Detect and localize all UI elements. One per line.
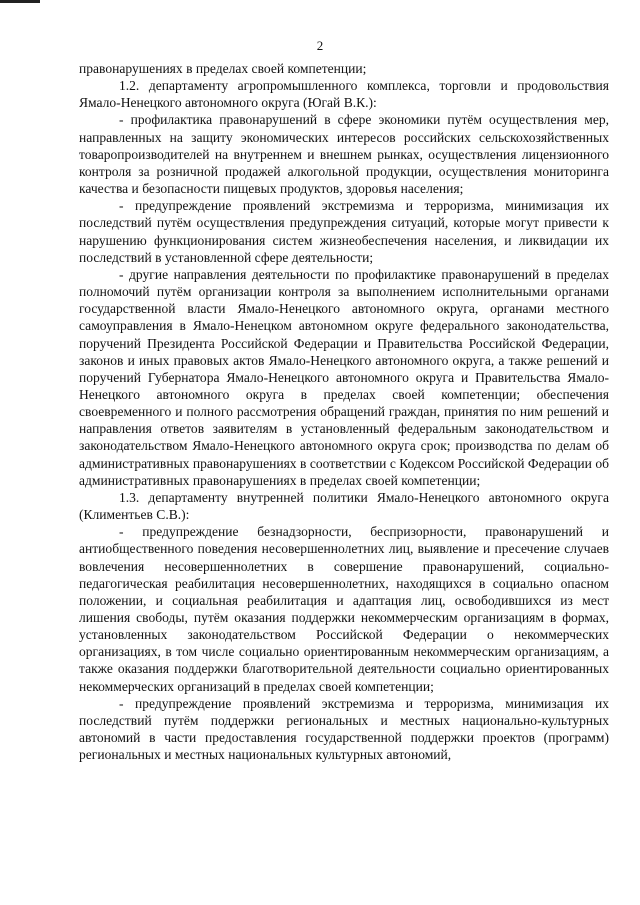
document-body	[79, 60, 609, 763]
scan-corner-mark	[0, 0, 40, 3]
paragraph-juvenile-prevention: - предупреждение безнадзорности, беспризорности, правонарушений и антиобщественного поведения несовершеннолетних лиц, выявление и пресечение случаев вовлечения несовершеннолетних в совершение правонарушений, социально-педагогическая реабилитация несовершеннолетних, находящихся в социально опасном положении, и социальная реабилитация и адаптация лиц, освободившихся из мест лишения свободы, путём оказания поддержки некоммерческим организациям в формах, установленных законодательством Российской Федерации о некоммерческих организациях, в том числе социально ориентированным некоммерческим организациям, а также оказания поддержки благотворительной деятельности социально ориентированных некоммерческих организаций в пределах своей компетенции;	[79, 524, 609, 694]
paragraph-item-1-2: 1.2. департаменту агропромышленного комплекса, торговли и продовольствия Ямало-Ненецкого автономного округа (Югай В.К.):	[79, 78, 609, 111]
paragraph-economy-prevention: - профилактика правонарушений в сфере экономики путём осуществления мер, направленных на защиту экономических интересов российских сельскохозяйственных товаропроизводителей на внутреннем и внешнем рынках, осуществления лицензионного контроля за розничной продажей алкогольной продукции, осуществления мониторинга качества и безопасности пищевых продуктов, здоровья населения;	[79, 112, 609, 197]
paragraph-item-1-3: 1.3. департаменту внутренней политики Ямало-Ненецкого автономного округа (Климентьев С.В.):	[79, 489, 609, 523]
page-number: 2	[316, 38, 324, 53]
paragraph-other-directions: - другие направления деятельности по профилактике правонарушений в пределах полномочий путём организации контроля за выполнением исполнительными органами государственной власти Ямало-Ненецкого автономного округа, органами местного самоуправления в Ямало-Ненецком автономном округе федерального законодательства, поручений Президента Российской Федерации и Правительства Российской Федерации, законов и иных правовых актов Ямало-Ненецкого автономного округа, а также решений и поручений Губернатора Ямало-Ненецкого автономного округа и Правительства Ямало-Ненецкого автономного округа в пределах своей компетенции; обеспечения своевременного и полного рассмотрения обращений граждан, принятия по ним решений и направления ответов заявителям в установленный федеральным законодательством и законодательством Ямало-Ненецкого автономного округа срок; производства по делам об административных правонарушениях в соответствии с Кодексом Российской Федерации об административных правонарушениях в пределах своей компетенции;	[79, 266, 609, 488]
paragraph-continuation: правонарушениях в пределах своей компетенции;	[79, 61, 367, 76]
paragraph-extremism-prevention: - предупреждение проявлений экстремизма и терроризма, минимизация их последствий путём осуществления предупреждения ситуаций, которые могут привести к нарушению функционирования систем жизнеобеспечения населения, и ликвидации их последствий в установленной сфере деятельности;	[79, 198, 609, 265]
paragraph-extremism-national-autonomies: - предупреждение проявлений экстремизма и терроризма, минимизация их последствий путём поддержки региональных и местных национально-культурных автономий в части предоставления государственной поддержки проектов (программ) региональных и местных национальных культурных автономий,	[79, 695, 609, 763]
